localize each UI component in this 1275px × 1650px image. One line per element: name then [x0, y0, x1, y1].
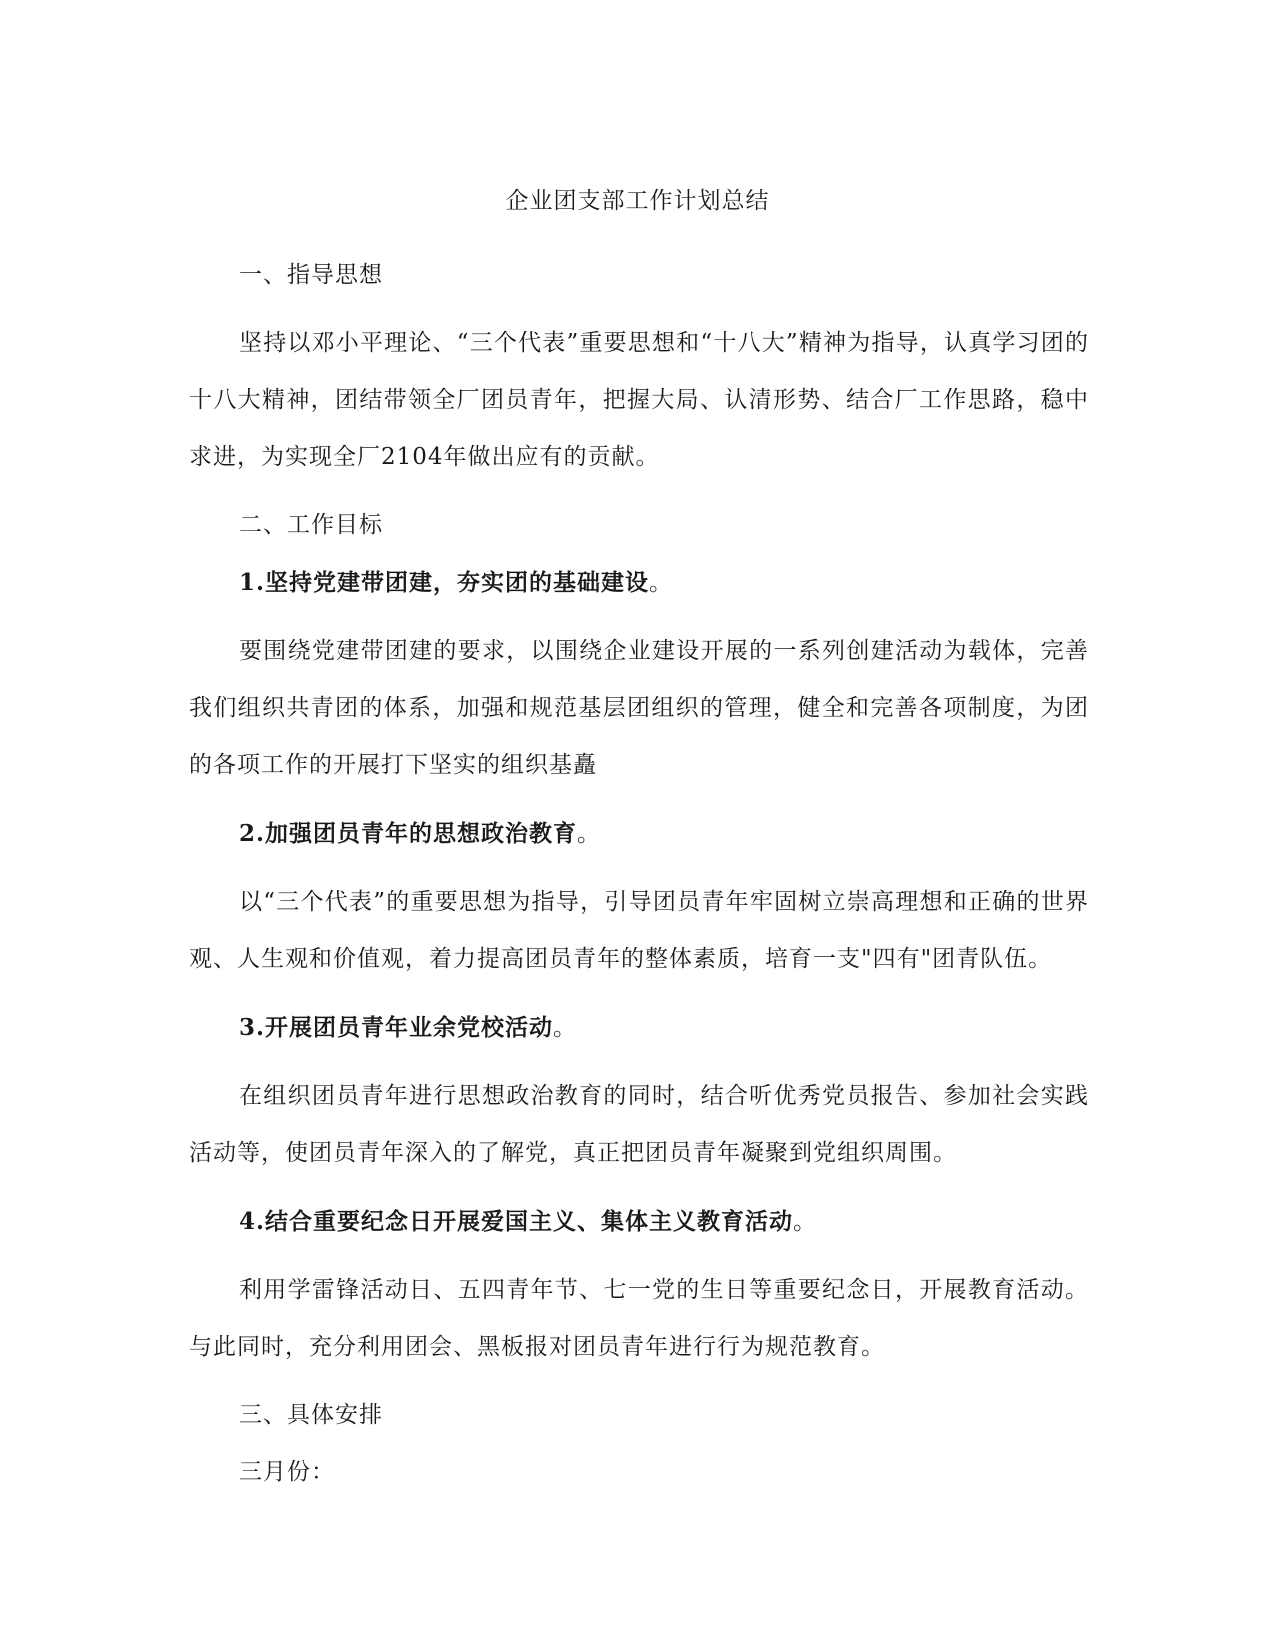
march-heading: 三月份： [239, 1459, 335, 1485]
goal1-heading-end: 。 [649, 570, 674, 596]
goal4-paragraph: 利用学雷锋活动日、五四青年节、七一党的生日等重要纪念日，开展教育活动。与此同时，充分利用团会、黑板报对团员青年进行行为规范教育。 [189, 1277, 1089, 1360]
goal4-heading [189, 1204, 1089, 1240]
section1-heading: 一、指导思想 [239, 262, 383, 288]
section1-paragraph: 坚持以邓小平理论、“三个代表”重要思想和“十八大”精神为指导，认真学习团的十八大精神，团结带领全厂团员青年，把握大局、认清形势、结合厂工作思路，稳中求进，为实现全厂2104年做出应有的贡献。 [189, 330, 1089, 470]
goal3-heading-end: 。 [553, 1015, 578, 1041]
goal3-heading [189, 1010, 1089, 1046]
goal1-paragraph: 要围绕党建带团建的要求，以围绕企业建设开展的一系列创建活动为载体，完善我们组织共青团的体系，加强和规范基层团组织的管理，健全和完善各项制度，为团的各项工作的开展打下坚实的组织基矗 [189, 638, 1089, 778]
goal2-heading [189, 816, 1089, 852]
goal2-heading-text: 2.加强团员青年的思想政治教育 [239, 820, 578, 847]
goal2-heading-end: 。 [577, 821, 602, 847]
goal3-heading-text: 3.开展团员青年业余党校活动 [239, 1014, 554, 1041]
document-title: 企业团支部工作计划总结 [505, 188, 770, 214]
document-body [189, 258, 1089, 1512]
goal4-heading-text: 4.结合重要纪念日开展爱国主义、集体主义教育活动 [239, 1208, 794, 1235]
goal1-heading-text: 1.坚持党建带团建，夯实团的基础建设 [239, 569, 650, 596]
section2-heading: 二、工作目标 [239, 512, 383, 538]
goal4-heading-end: 。 [793, 1209, 818, 1235]
section3-heading: 三、具体安排 [239, 1402, 383, 1428]
goal3-paragraph: 在组织团员青年进行思想政治教育的同时，结合听优秀党员报告、参加社会实践活动等，使团员青年深入的了解党，真正把团员青年凝聚到党组织周围。 [189, 1083, 1089, 1166]
goal1-heading [189, 565, 1089, 601]
goal2-paragraph: 以“三个代表”的重要思想为指导，引导团员青年牢固树立崇高理想和正确的世界观、人生观和价值观，着力提高团员青年的整体素质，培育一支"四有"团青队伍。 [189, 889, 1089, 972]
